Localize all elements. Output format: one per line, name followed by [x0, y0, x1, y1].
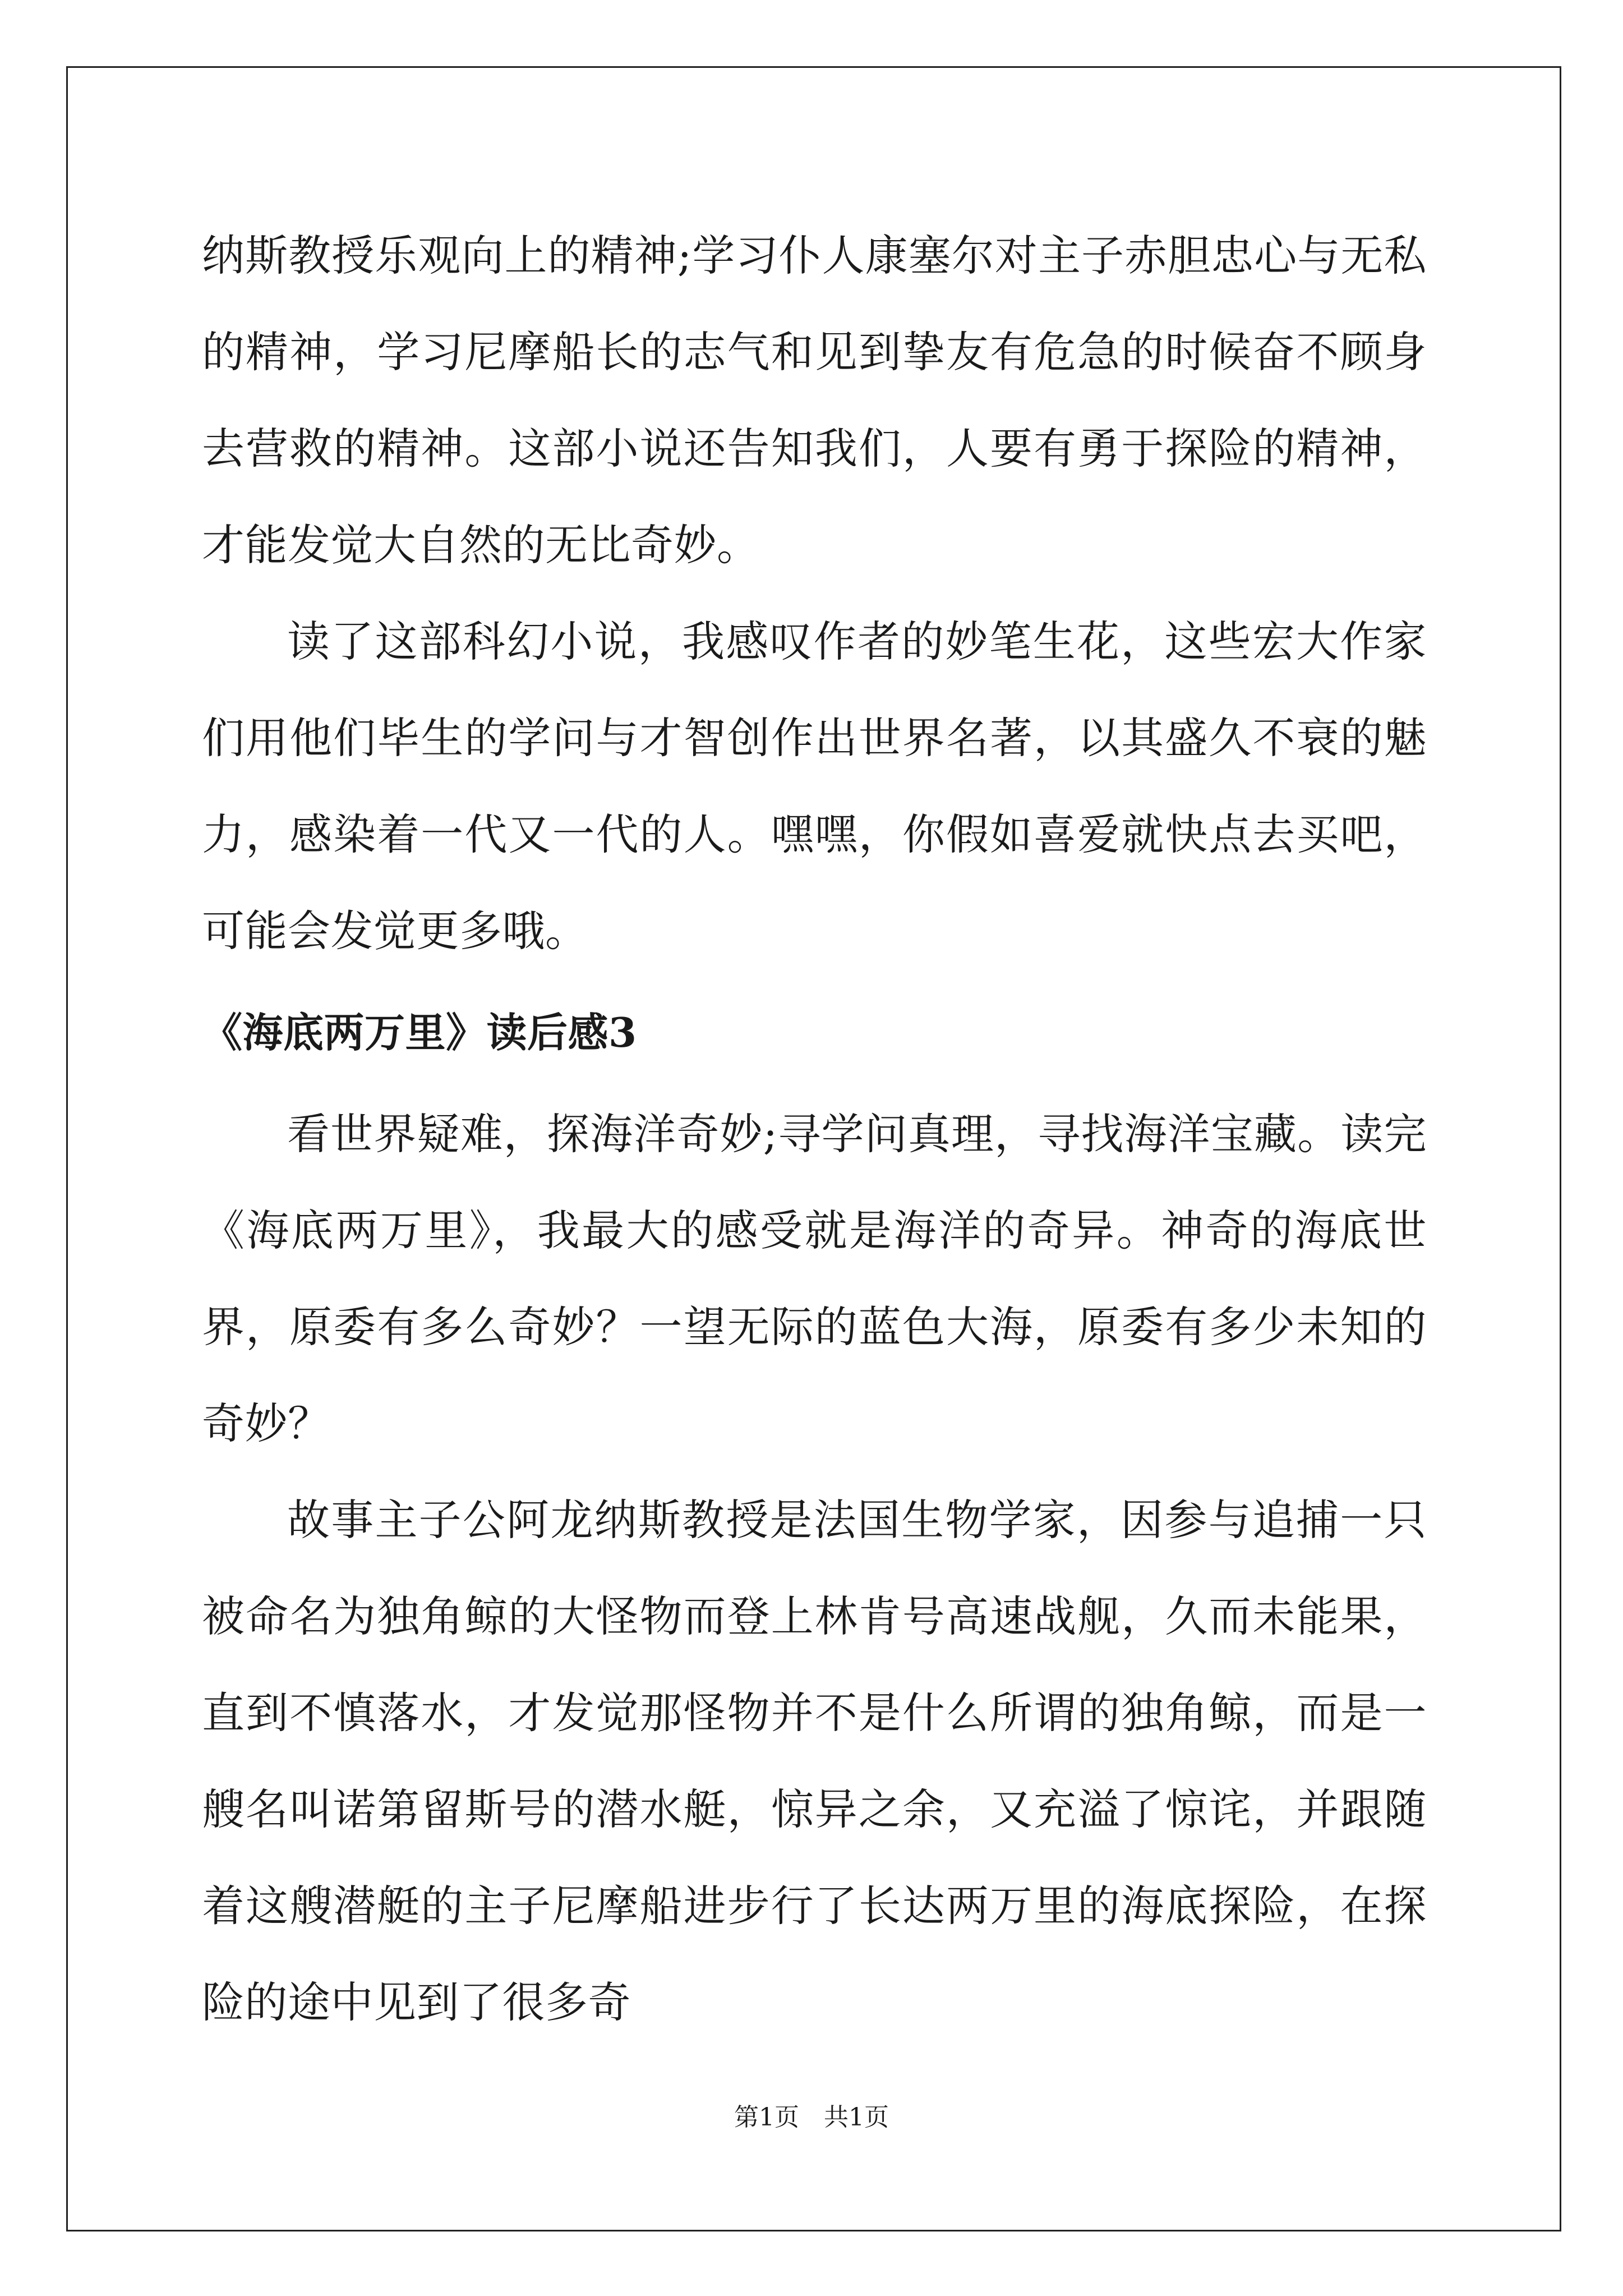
paragraph-2: 读了这部科幻小说，我感叹作者的妙笔生花，这些宏大作家们用他们毕生的学问与才智创作出世界名著，以其盛久不衰的魅力，感染着一代又一代的人。嘿嘿，你假如喜爱就快点去买吧，可能会发觉更多哦。 — [202, 616, 1427, 956]
page-total: 共1页 — [824, 2103, 889, 2132]
section-heading: 《海底两万里》读后感3 — [202, 1009, 637, 1056]
page-number: 第1页 — [734, 2103, 799, 2132]
paragraph-1: 纳斯教授乐观向上的精神;学习仆人康塞尔对主子赤胆忠心与无私的精神，学习尼摩船长的志气和见到挚友有危急的时候奋不顾身去营救的精神。这部小说还告知我们，人要有勇于探险的精神，才能发觉大自然的无比奇妙。 — [202, 231, 1427, 570]
paragraph-4: 故事主子公阿龙纳斯教授是法国生物学家，因参与追捕一只被命名为独角鲸的大怪物而登上林肯号高速战舰，久而未能果，直到不慎落水，才发觉那怪物并不是什么所谓的独角鲸，而是一艘名叫诺第留斯号的潜水艇，惊异之余，又充溢了惊诧，并跟随着这艘潜艇的主子尼摩船进步行了长达两万里的海底探险，在探险的途中见到了很多奇 — [202, 1495, 1427, 2027]
document-body — [202, 208, 1427, 2051]
paragraph-3: 看世界疑难，探海洋奇妙;寻学问真理，寻找海洋宝藏。读完《海底两万里》，我最大的感受就是海洋的奇异。神奇的海底世界，原委有多么奇妙？一望无际的蓝色大海，原委有多少未知的奇妙？ — [202, 1109, 1427, 1448]
page-footer — [0, 2101, 1623, 2134]
